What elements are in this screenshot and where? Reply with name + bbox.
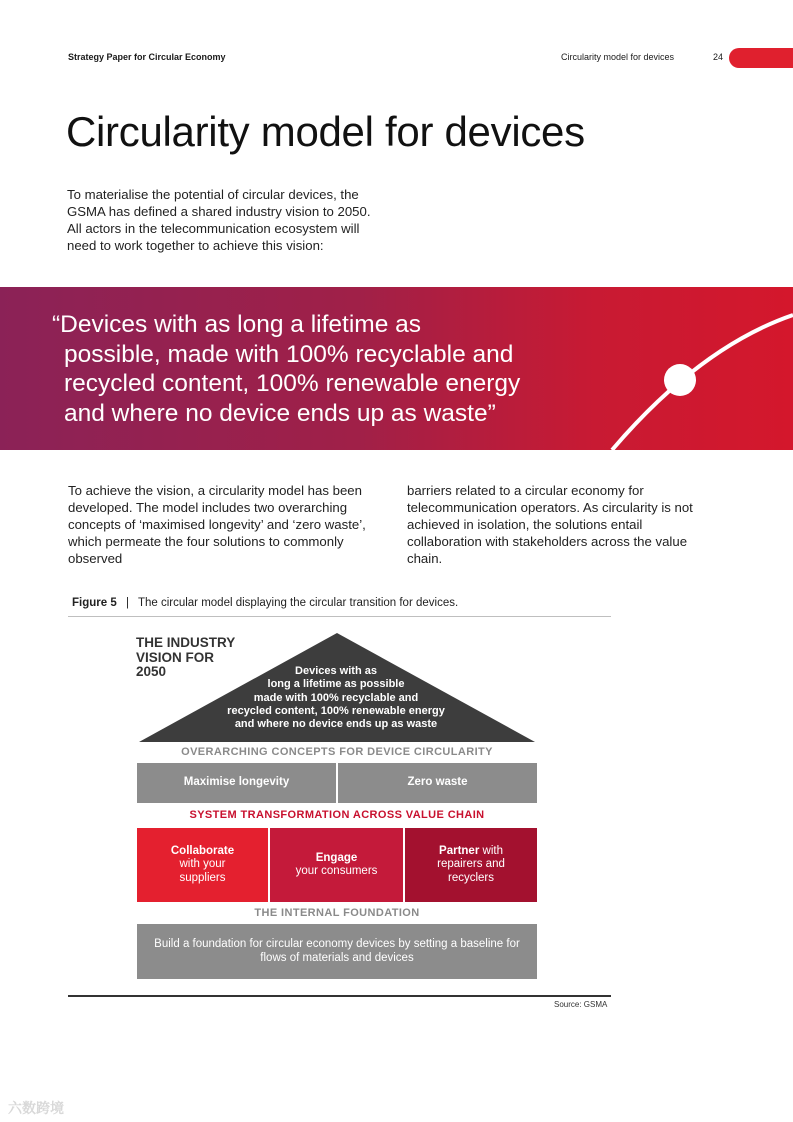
quote-line: and where no device ends up as waste”: [64, 399, 496, 427]
quote-line: recycled content, 100% renewable energy: [64, 370, 521, 397]
transformation-heading: SYSTEM TRANSFORMATION ACROSS VALUE CHAIN: [189, 809, 485, 821]
foundation-heading: THE INTERNAL FOUNDATION: [254, 907, 420, 919]
engage-box: [270, 828, 403, 902]
roof-line: and where no device ends up as waste: [234, 718, 438, 731]
foundation-box: Build a foundation for circular economy devices by setting a baseline for flows of materials and devices: [137, 924, 537, 979]
roof-vision-text: [186, 665, 486, 731]
intro-paragraph: To materialise the potential of circular devices, the GSMA has defined a shared industry vision to 2050. All actors in the telecommunication ecosystem will need to work together to achieve this vision:: [67, 187, 371, 253]
partner-text: recyclers: [447, 871, 494, 884]
zero-waste-box: Zero waste: [338, 763, 537, 803]
roof-line: long a lifetime as possible: [267, 678, 405, 691]
roof-line: Devices with as: [295, 665, 377, 677]
page-number: 24: [713, 52, 724, 62]
quote-line: “Devices with as long a lifetime as: [52, 311, 422, 338]
partner-text: with: [479, 844, 503, 857]
vision-label-line: 2050: [136, 664, 167, 679]
figure-caption-text: The circular model displaying the circular transition for devices.: [137, 597, 459, 609]
figure-source: Source: GSMA: [554, 1000, 608, 1009]
collaborate-text: suppliers: [179, 871, 226, 884]
watermark: 六数跨境: [8, 1100, 64, 1116]
collaborate-text: with your: [179, 858, 226, 871]
collaborate-box: [137, 828, 268, 902]
partner-label: Partner: [439, 844, 480, 857]
engage-label: Engage: [315, 851, 358, 864]
concepts-heading: OVERARCHING CONCEPTS FOR DEVICE CIRCULARITY: [181, 746, 493, 758]
figure-rule-bottom: [68, 995, 611, 997]
vision-label-line: THE INDUSTRY: [136, 635, 236, 650]
page-title: Circularity model for devices: [66, 108, 585, 155]
quote-line: possible, made with 100% recyclable and: [64, 340, 514, 368]
body-column-right: barriers related to a circular economy for telecommunication operators. As circularity is not achieved in isolation, the solutions entail collaboration with stakeholders across the value chain.: [407, 483, 693, 566]
maximise-longevity-box: Maximise longevity: [137, 763, 336, 803]
running-header-section: Circularity model for devices: [561, 52, 675, 62]
figure-label: Figure 5: [72, 597, 117, 609]
vision-label-line: VISION FOR: [136, 649, 215, 665]
roof-line: made with 100% recyclable and: [253, 691, 419, 704]
partner-text: repairers and: [437, 858, 505, 871]
engage-text: your consumers: [295, 865, 378, 877]
running-header-title: Strategy Paper for Circular Economy: [68, 52, 226, 62]
partner-box: [405, 828, 537, 902]
roof-line: recycled content, 100% renewable energy: [227, 704, 445, 717]
caption-separator: |: [125, 597, 129, 609]
collaborate-label: Collaborate: [170, 844, 235, 857]
body-column-left: To achieve the vision, a circularity model has been developed. The model includes two overarching concepts of ‘maximised longevity’ and ‘zero waste’, which permeate the four solutions to commonly observed: [68, 483, 366, 566]
